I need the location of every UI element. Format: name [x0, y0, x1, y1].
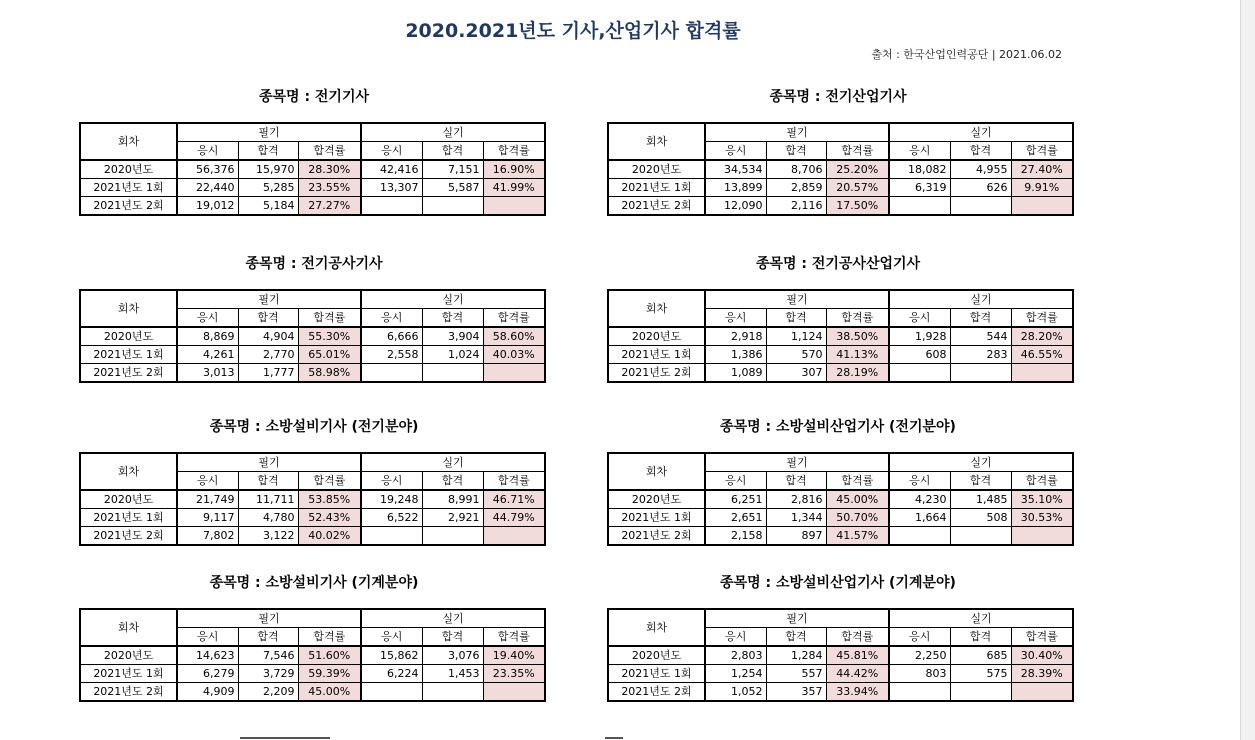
table-row [80, 509, 545, 527]
practical-rate-cell: 30.53% [1011, 509, 1073, 527]
practical-apply-cell [889, 364, 950, 383]
practical-rate-cell: 16.90% [483, 160, 545, 179]
written-apply-cell: 34,534 [705, 160, 766, 179]
written-pass-cell: 557 [766, 665, 826, 683]
written-pass-cell: 2,770 [238, 346, 298, 364]
table-row [608, 527, 1073, 546]
header-round: 회차 [608, 123, 705, 160]
written-rate-cell: 45.81% [826, 646, 889, 665]
written-pass-cell: 7,546 [238, 646, 298, 665]
practical-rate-cell: 46.55% [1011, 346, 1073, 364]
practical-apply-cell: 13,307 [361, 179, 422, 197]
written-pass-cell: 1,344 [766, 509, 826, 527]
header-apply: 응시 [889, 628, 950, 647]
written-pass-cell: 15,970 [238, 160, 298, 179]
practical-apply-cell [361, 527, 422, 546]
practical-pass-cell [950, 527, 1011, 546]
written-apply-cell: 8,869 [177, 327, 238, 346]
practical-rate-cell: 41.99% [483, 179, 545, 197]
practical-rate-cell: 46.71% [483, 490, 545, 509]
table-row [608, 509, 1073, 527]
header-rate: 합격률 [298, 628, 361, 647]
practical-rate-cell: 27.40% [1011, 160, 1073, 179]
practical-apply-cell [361, 364, 422, 383]
header-pass: 합격 [422, 142, 483, 161]
row-label: 2021년도 1회 [608, 665, 705, 683]
written-pass-cell: 5,184 [238, 197, 298, 216]
header-written: 필기 [705, 123, 889, 142]
practical-pass-cell: 8,991 [422, 490, 483, 509]
pass-rate-table [79, 289, 546, 383]
section-title: 종목명 : 소방설비기사 (전기분야) [209, 419, 419, 435]
written-apply-cell: 9,117 [177, 509, 238, 527]
practical-pass-cell: 3,904 [422, 327, 483, 346]
header-apply: 응시 [705, 472, 766, 491]
header-pass: 합격 [950, 309, 1011, 328]
written-apply-cell: 19,012 [177, 197, 238, 216]
practical-pass-cell [422, 683, 483, 702]
header-round: 회차 [608, 453, 705, 490]
practical-pass-cell: 1,024 [422, 346, 483, 364]
practical-pass-cell [950, 683, 1011, 702]
practical-rate-cell: 58.60% [483, 327, 545, 346]
written-rate-cell: 50.70% [826, 509, 889, 527]
written-pass-cell: 3,729 [238, 665, 298, 683]
written-apply-cell: 21,749 [177, 490, 238, 509]
table-row [80, 527, 545, 546]
written-pass-cell: 2,116 [766, 197, 826, 216]
written-pass-cell: 307 [766, 364, 826, 383]
practical-apply-cell: 15,862 [361, 646, 422, 665]
practical-apply-cell: 4,230 [889, 490, 950, 509]
row-label: 2021년도 2회 [80, 197, 177, 216]
header-pass: 합격 [238, 628, 298, 647]
practical-apply-cell: 608 [889, 346, 950, 364]
header-apply: 응시 [177, 142, 238, 161]
practical-rate-cell: 35.10% [1011, 490, 1073, 509]
table-row [608, 665, 1073, 683]
header-practical: 실기 [889, 290, 1073, 309]
practical-rate-cell [483, 364, 545, 383]
row-label: 2021년도 2회 [608, 527, 705, 546]
written-rate-cell: 27.27% [298, 197, 361, 216]
table-row [80, 683, 545, 702]
written-rate-cell: 28.19% [826, 364, 889, 383]
written-rate-cell: 44.42% [826, 665, 889, 683]
practical-rate-cell: 28.20% [1011, 327, 1073, 346]
header-practical: 실기 [889, 123, 1073, 142]
header-row [80, 290, 545, 309]
header-pass: 합격 [422, 472, 483, 491]
table-row [608, 160, 1073, 179]
header-pass: 합격 [238, 142, 298, 161]
written-apply-cell: 2,651 [705, 509, 766, 527]
row-label: 2021년도 2회 [80, 364, 177, 383]
row-label: 2021년도 2회 [80, 683, 177, 702]
section-title: 종목명 : 소방설비기사 (기계분야) [209, 575, 419, 591]
practical-pass-cell: 1,485 [950, 490, 1011, 509]
practical-pass-cell: 2,921 [422, 509, 483, 527]
row-label: 2021년도 1회 [80, 346, 177, 364]
header-row [608, 609, 1073, 628]
practical-apply-cell: 18,082 [889, 160, 950, 179]
written-rate-cell: 33.94% [826, 683, 889, 702]
section-title: 종목명 : 전기산업기사 [769, 89, 907, 105]
written-pass-cell: 570 [766, 346, 826, 364]
written-rate-cell: 41.57% [826, 527, 889, 546]
practical-pass-cell: 3,076 [422, 646, 483, 665]
practical-rate-cell [483, 527, 545, 546]
practical-apply-cell: 803 [889, 665, 950, 683]
table-row [608, 683, 1073, 702]
header-written: 필기 [177, 123, 361, 142]
written-rate-cell: 59.39% [298, 665, 361, 683]
written-rate-cell: 53.85% [298, 490, 361, 509]
header-written: 필기 [177, 609, 361, 628]
practical-apply-cell [889, 683, 950, 702]
header-pass: 합격 [766, 142, 826, 161]
table-row [608, 646, 1073, 665]
written-apply-cell: 3,013 [177, 364, 238, 383]
header-rate: 합격률 [298, 309, 361, 328]
header-pass: 합격 [766, 309, 826, 328]
written-apply-cell: 1,254 [705, 665, 766, 683]
written-apply-cell: 56,376 [177, 160, 238, 179]
row-label: 2021년도 2회 [608, 197, 705, 216]
written-pass-cell: 897 [766, 527, 826, 546]
practical-apply-cell: 2,250 [889, 646, 950, 665]
practical-pass-cell [950, 364, 1011, 383]
table-row [608, 364, 1073, 383]
section-title: 종목명 : 전기공사기사 [245, 256, 383, 272]
practical-apply-cell [889, 197, 950, 216]
practical-apply-cell [361, 197, 422, 216]
row-label: 2020년도 [608, 327, 705, 346]
practical-rate-cell: 9.91% [1011, 179, 1073, 197]
row-label: 2020년도 [608, 646, 705, 665]
header-rate: 합격률 [826, 472, 889, 491]
practical-pass-cell [422, 364, 483, 383]
header-rate: 합격률 [826, 142, 889, 161]
header-pass: 합격 [766, 472, 826, 491]
header-practical: 실기 [889, 609, 1073, 628]
practical-pass-cell: 4,955 [950, 160, 1011, 179]
header-rate: 합격률 [298, 472, 361, 491]
row-label: 2021년도 1회 [608, 509, 705, 527]
header-practical: 실기 [361, 609, 545, 628]
written-apply-cell: 12,090 [705, 197, 766, 216]
pass-rate-table [607, 289, 1074, 383]
written-pass-cell: 357 [766, 683, 826, 702]
practical-apply-cell: 42,416 [361, 160, 422, 179]
header-apply: 응시 [361, 309, 422, 328]
header-rate: 합격률 [826, 628, 889, 647]
row-label: 2020년도 [608, 160, 705, 179]
written-pass-cell: 4,780 [238, 509, 298, 527]
written-apply-cell: 1,386 [705, 346, 766, 364]
header-rate: 합격률 [298, 142, 361, 161]
practical-rate-cell [1011, 683, 1073, 702]
header-row [80, 123, 545, 142]
written-apply-cell: 2,158 [705, 527, 766, 546]
header-rate: 합격률 [826, 309, 889, 328]
header-rate: 합격률 [1011, 142, 1073, 161]
written-apply-cell: 1,089 [705, 364, 766, 383]
written-pass-cell: 2,209 [238, 683, 298, 702]
header-apply: 응시 [889, 142, 950, 161]
written-pass-cell: 2,859 [766, 179, 826, 197]
pass-rate-table [79, 608, 546, 702]
written-rate-cell: 51.60% [298, 646, 361, 665]
header-practical: 실기 [889, 453, 1073, 472]
practical-apply-cell: 19,248 [361, 490, 422, 509]
practical-rate-cell: 19.40% [483, 646, 545, 665]
pass-rate-table [607, 452, 1074, 546]
table-row [608, 327, 1073, 346]
section-title: 종목명 : 전기공사산업기사 [755, 256, 921, 272]
practical-rate-cell [483, 683, 545, 702]
table-row [80, 179, 545, 197]
practical-pass-cell: 626 [950, 179, 1011, 197]
written-apply-cell: 6,279 [177, 665, 238, 683]
row-label: 2021년도 1회 [80, 665, 177, 683]
written-apply-cell: 4,909 [177, 683, 238, 702]
header-apply: 응시 [361, 472, 422, 491]
header-pass: 합격 [422, 309, 483, 328]
written-apply-cell: 14,623 [177, 646, 238, 665]
practical-apply-cell [889, 527, 950, 546]
practical-rate-cell [483, 197, 545, 216]
header-written: 필기 [705, 290, 889, 309]
header-written: 필기 [177, 290, 361, 309]
row-label: 2021년도 1회 [608, 179, 705, 197]
written-pass-cell: 4,904 [238, 327, 298, 346]
header-round: 회차 [80, 123, 177, 160]
scrollbar-edge[interactable] [1240, 0, 1255, 740]
written-apply-cell: 13,899 [705, 179, 766, 197]
written-rate-cell: 58.98% [298, 364, 361, 383]
row-label: 2021년도 2회 [80, 527, 177, 546]
written-pass-cell: 1,777 [238, 364, 298, 383]
written-apply-cell: 7,802 [177, 527, 238, 546]
section-title: 종목명 : 소방설비산업기사 (전기분야) [720, 419, 956, 435]
row-label: 2020년도 [80, 160, 177, 179]
header-pass: 합격 [422, 628, 483, 647]
table-row [608, 197, 1073, 216]
practical-rate-cell [1011, 197, 1073, 216]
written-rate-cell: 38.50% [826, 327, 889, 346]
written-apply-cell: 22,440 [177, 179, 238, 197]
header-row [80, 609, 545, 628]
practical-rate-cell: 40.03% [483, 346, 545, 364]
table-row [80, 364, 545, 383]
written-rate-cell: 52.43% [298, 509, 361, 527]
practical-apply-cell: 2,558 [361, 346, 422, 364]
header-round: 회차 [80, 290, 177, 327]
header-written: 필기 [705, 609, 889, 628]
header-rate: 합격률 [483, 472, 545, 491]
header-round: 회차 [80, 609, 177, 646]
table-row [80, 160, 545, 179]
row-label: 2021년도 1회 [80, 179, 177, 197]
practical-apply-cell [361, 683, 422, 702]
header-apply: 응시 [177, 628, 238, 647]
row-label: 2020년도 [608, 490, 705, 509]
written-pass-cell: 5,285 [238, 179, 298, 197]
practical-pass-cell: 1,453 [422, 665, 483, 683]
header-rate: 합격률 [1011, 472, 1073, 491]
section-title: 종목명 : 전기기사 [258, 89, 370, 105]
header-pass: 합격 [766, 628, 826, 647]
header-pass: 합격 [238, 472, 298, 491]
table-row [608, 346, 1073, 364]
row-label: 2021년도 2회 [608, 364, 705, 383]
practical-rate-cell [1011, 364, 1073, 383]
header-rate: 합격률 [483, 142, 545, 161]
table-row [608, 179, 1073, 197]
practical-pass-cell [422, 197, 483, 216]
row-label: 2020년도 [80, 490, 177, 509]
header-apply: 응시 [177, 309, 238, 328]
page-edge-fragment [605, 737, 623, 739]
practical-pass-cell: 7,151 [422, 160, 483, 179]
written-rate-cell: 28.30% [298, 160, 361, 179]
practical-rate-cell: 23.35% [483, 665, 545, 683]
header-pass: 합격 [950, 628, 1011, 647]
page-title: 2020.2021년도 기사,산업기사 합격률 [405, 20, 741, 42]
practical-rate-cell: 30.40% [1011, 646, 1073, 665]
written-rate-cell: 17.50% [826, 197, 889, 216]
header-practical: 실기 [361, 453, 545, 472]
practical-apply-cell: 1,664 [889, 509, 950, 527]
header-row [608, 290, 1073, 309]
practical-rate-cell: 28.39% [1011, 665, 1073, 683]
header-apply: 응시 [889, 472, 950, 491]
written-apply-cell: 1,052 [705, 683, 766, 702]
header-apply: 응시 [361, 142, 422, 161]
written-pass-cell: 3,122 [238, 527, 298, 546]
written-apply-cell: 4,261 [177, 346, 238, 364]
written-pass-cell: 11,711 [238, 490, 298, 509]
table-row [80, 646, 545, 665]
header-apply: 응시 [177, 472, 238, 491]
section-title: 종목명 : 소방설비산업기사 (기계분야) [720, 575, 956, 591]
practical-pass-cell: 508 [950, 509, 1011, 527]
table-row [80, 490, 545, 509]
pass-rate-table [607, 122, 1074, 216]
written-rate-cell: 55.30% [298, 327, 361, 346]
practical-pass-cell [422, 527, 483, 546]
header-rate: 합격률 [483, 628, 545, 647]
header-round: 회차 [608, 290, 705, 327]
table-row [80, 197, 545, 216]
pass-rate-table [79, 452, 546, 546]
practical-apply-cell: 6,522 [361, 509, 422, 527]
table-row [80, 665, 545, 683]
written-pass-cell: 1,124 [766, 327, 826, 346]
header-rate: 합격률 [483, 309, 545, 328]
header-pass: 합격 [950, 472, 1011, 491]
practical-rate-cell [1011, 527, 1073, 546]
written-pass-cell: 2,816 [766, 490, 826, 509]
written-apply-cell: 2,918 [705, 327, 766, 346]
written-apply-cell: 6,251 [705, 490, 766, 509]
header-practical: 실기 [361, 290, 545, 309]
written-apply-cell: 2,803 [705, 646, 766, 665]
header-round: 회차 [80, 453, 177, 490]
written-rate-cell: 40.02% [298, 527, 361, 546]
practical-pass-cell: 575 [950, 665, 1011, 683]
header-apply: 응시 [361, 628, 422, 647]
practical-apply-cell: 6,666 [361, 327, 422, 346]
header-row [608, 123, 1073, 142]
header-apply: 응시 [705, 309, 766, 328]
practical-pass-cell [950, 197, 1011, 216]
practical-pass-cell: 685 [950, 646, 1011, 665]
practical-apply-cell: 1,928 [889, 327, 950, 346]
header-row [80, 453, 545, 472]
header-rate: 합격률 [1011, 628, 1073, 647]
practical-apply-cell: 6,224 [361, 665, 422, 683]
header-pass: 합격 [238, 309, 298, 328]
practical-rate-cell: 44.79% [483, 509, 545, 527]
written-rate-cell: 25.20% [826, 160, 889, 179]
header-apply: 응시 [705, 142, 766, 161]
practical-pass-cell: 283 [950, 346, 1011, 364]
row-label: 2021년도 1회 [80, 509, 177, 527]
source-note: 출처 : 한국산업인력공단 | 2021.06.02 [871, 48, 1062, 61]
header-round: 회차 [608, 609, 705, 646]
written-pass-cell: 1,284 [766, 646, 826, 665]
row-label: 2020년도 [80, 646, 177, 665]
page-edge-fragment [240, 737, 330, 739]
header-practical: 실기 [361, 123, 545, 142]
written-rate-cell: 23.55% [298, 179, 361, 197]
pass-rate-table [607, 608, 1074, 702]
header-rate: 합격률 [1011, 309, 1073, 328]
written-rate-cell: 45.00% [826, 490, 889, 509]
header-written: 필기 [177, 453, 361, 472]
table-row [608, 490, 1073, 509]
header-apply: 응시 [705, 628, 766, 647]
header-row [608, 453, 1073, 472]
written-rate-cell: 41.13% [826, 346, 889, 364]
practical-apply-cell: 6,319 [889, 179, 950, 197]
practical-pass-cell: 544 [950, 327, 1011, 346]
row-label: 2020년도 [80, 327, 177, 346]
written-pass-cell: 8,706 [766, 160, 826, 179]
header-written: 필기 [705, 453, 889, 472]
table-row [80, 346, 545, 364]
practical-pass-cell: 5,587 [422, 179, 483, 197]
row-label: 2021년도 2회 [608, 683, 705, 702]
written-rate-cell: 65.01% [298, 346, 361, 364]
pass-rate-table [79, 122, 546, 216]
header-apply: 응시 [889, 309, 950, 328]
written-rate-cell: 45.00% [298, 683, 361, 702]
header-pass: 합격 [950, 142, 1011, 161]
table-row [80, 327, 545, 346]
row-label: 2021년도 1회 [608, 346, 705, 364]
written-rate-cell: 20.57% [826, 179, 889, 197]
